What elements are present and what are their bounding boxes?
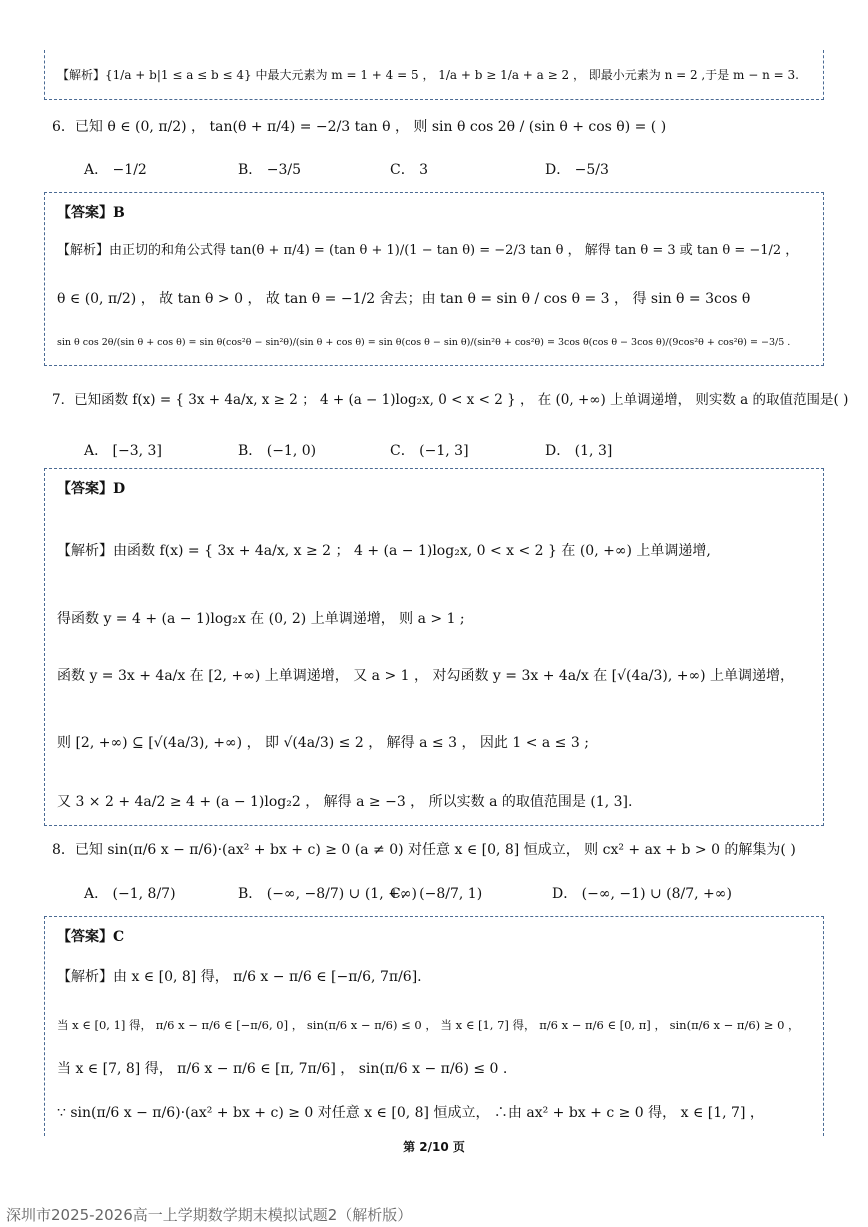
- q6-option-c: C． 3: [390, 162, 429, 178]
- page-number: 第 2/10 页: [403, 1140, 465, 1154]
- q8-option-a: A． (−1, 8/7): [84, 886, 176, 902]
- q8-option-c: C． (−8/7, 1): [390, 886, 483, 902]
- solution-box-q7: [44, 468, 824, 826]
- q8-option-d: D． (−∞, −1) ∪ (8/7, +∞): [552, 886, 732, 902]
- solution-line: 【解析】由正切的和角公式得 tan(θ + π/4) = (tan θ + 1)/(1 − tan θ) = −2/3 tan θ ， 解得 tan θ = 3 或 tan θ = −1/2 ，: [57, 243, 799, 258]
- solution-line: 【解析】由 x ∈ [0, 8] 得， π/6 x − π/6 ∈ [−π/6, 7π/6].: [57, 969, 422, 985]
- solution-line: 函数 y = 3x + 4a/x 在 [2, +∞) 上单调递增， 又 a > 1 ， 对勾函数 y = 3x + 4a/x 在 [√(4a/3), +∞) 上单调递增，: [57, 668, 795, 684]
- question-7-stem: 7．已知函数 f(x) = { 3x + 4a/x, x ≥ 2 ； 4 + (a − 1)log₂x, 0 < x < 2 } ， 在 (0, +∞) 上单调递增， 则实数 a 的取值范围是( ): [52, 392, 849, 408]
- solution-line: 【解析】由函数 f(x) = { 3x + 4a/x, x ≥ 2 ； 4 + (a − 1)log₂x, 0 < x < 2 } 在 (0, +∞) 上单调递增,: [57, 543, 711, 559]
- solution-line: 当 x ∈ [7, 8] 得， π/6 x − π/6 ∈ [π, 7π/6] ， sin(π/6 x − π/6) ≤ 0 .: [57, 1061, 508, 1077]
- q6-option-b: B． −3/5: [238, 162, 301, 178]
- q7-option-a: A． [−3, 3]: [84, 443, 162, 459]
- solution-line: sin θ cos 2θ/(sin θ + cos θ) = sin θ(cos²θ − sin²θ)/(sin θ + cos θ) = sin θ(cos θ − sin θ)/(sin²θ + cos²θ) = 3cos θ(cos θ − 3cos θ)/(9cos²θ + cos²θ) = −3/5 .: [57, 337, 791, 348]
- question-6-stem: 6．已知 θ ∈ (0, π/2) ， tan(θ + π/4) = −2/3 tan θ ， 则 sin θ cos 2θ / (sin θ + cos θ) = ( ): [52, 119, 667, 135]
- solution-box-q5: [44, 50, 824, 100]
- document-title-footnote: 深圳市2025-2026高一上学期数学期末模拟试题2（解析版）: [6, 1206, 413, 1224]
- solution-line: 得函数 y = 4 + (a − 1)log₂x 在 (0, 2) 上单调递增， 则 a > 1 ;: [57, 611, 465, 627]
- q6-option-d: D． −5/3: [545, 162, 609, 178]
- solution-line: 又 3 × 2 + 4a/2 ≥ 4 + (a − 1)log₂2 ， 解得 a ≥ −3 ， 所以实数 a 的取值范围是 (1, 3].: [57, 794, 633, 810]
- q7-option-c: C． (−1, 3]: [390, 443, 469, 459]
- answer-label: 【答案】C: [57, 929, 125, 945]
- solution-line: ∵ sin(π/6 x − π/6)·(ax² + bx + c) ≥ 0 对任意 x ∈ [0, 8] 恒成立， ∴由 ax² + bx + c ≥ 0 得， x ∈ [1, 7] ，: [57, 1105, 764, 1121]
- solution-line: 当 x ∈ [0, 1] 得， π/6 x − π/6 ∈ [−π/6, 0] ， sin(π/6 x − π/6) ≤ 0 ， 当 x ∈ [1, 7] 得， π/6 x − π/6 ∈ [0, π] ， sin(π/6 x − π/6) ≥ 0 ，: [57, 1018, 800, 1032]
- q8-option-b: B． (−∞, −8/7) ∪ (1, +∞): [238, 886, 417, 902]
- q6-option-a: A． −1/2: [84, 162, 147, 178]
- solution-line: 【解析】{1/a + b|1 ≤ a ≤ b ≤ 4} 中最大元素为 m = 1 + 4 = 5 ， 1/a + b ≥ 1/a + a ≥ 2 ， 即最小元素为 n = 2 ,于是 m − n = 3.: [57, 68, 799, 82]
- answer-label: 【答案】B: [57, 205, 125, 221]
- q7-option-d: D． (1, 3]: [545, 443, 613, 459]
- answer-label: 【答案】D: [57, 481, 126, 497]
- solution-line: θ ∈ (0, π/2) ， 故 tan θ > 0 ， 故 tan θ = −1/2 舍去；由 tan θ = sin θ / cos θ = 3 ， 得 sin θ = 3cos θ: [57, 291, 751, 307]
- solution-line: 则 [2, +∞) ⊆ [√(4a/3), +∞) ， 即 √(4a/3) ≤ 2 ， 解得 a ≤ 3 ， 因此 1 < a ≤ 3 ;: [57, 735, 589, 751]
- question-8-stem: 8．已知 sin(π/6 x − π/6)·(ax² + bx + c) ≥ 0 (a ≠ 0) 对任意 x ∈ [0, 8] 恒成立， 则 cx² + ax + b > 0 的解集为( ): [52, 842, 796, 858]
- q7-option-b: B． (−1, 0): [238, 443, 317, 459]
- solution-box-q8: [44, 916, 824, 1136]
- solution-box-q6: [44, 192, 824, 366]
